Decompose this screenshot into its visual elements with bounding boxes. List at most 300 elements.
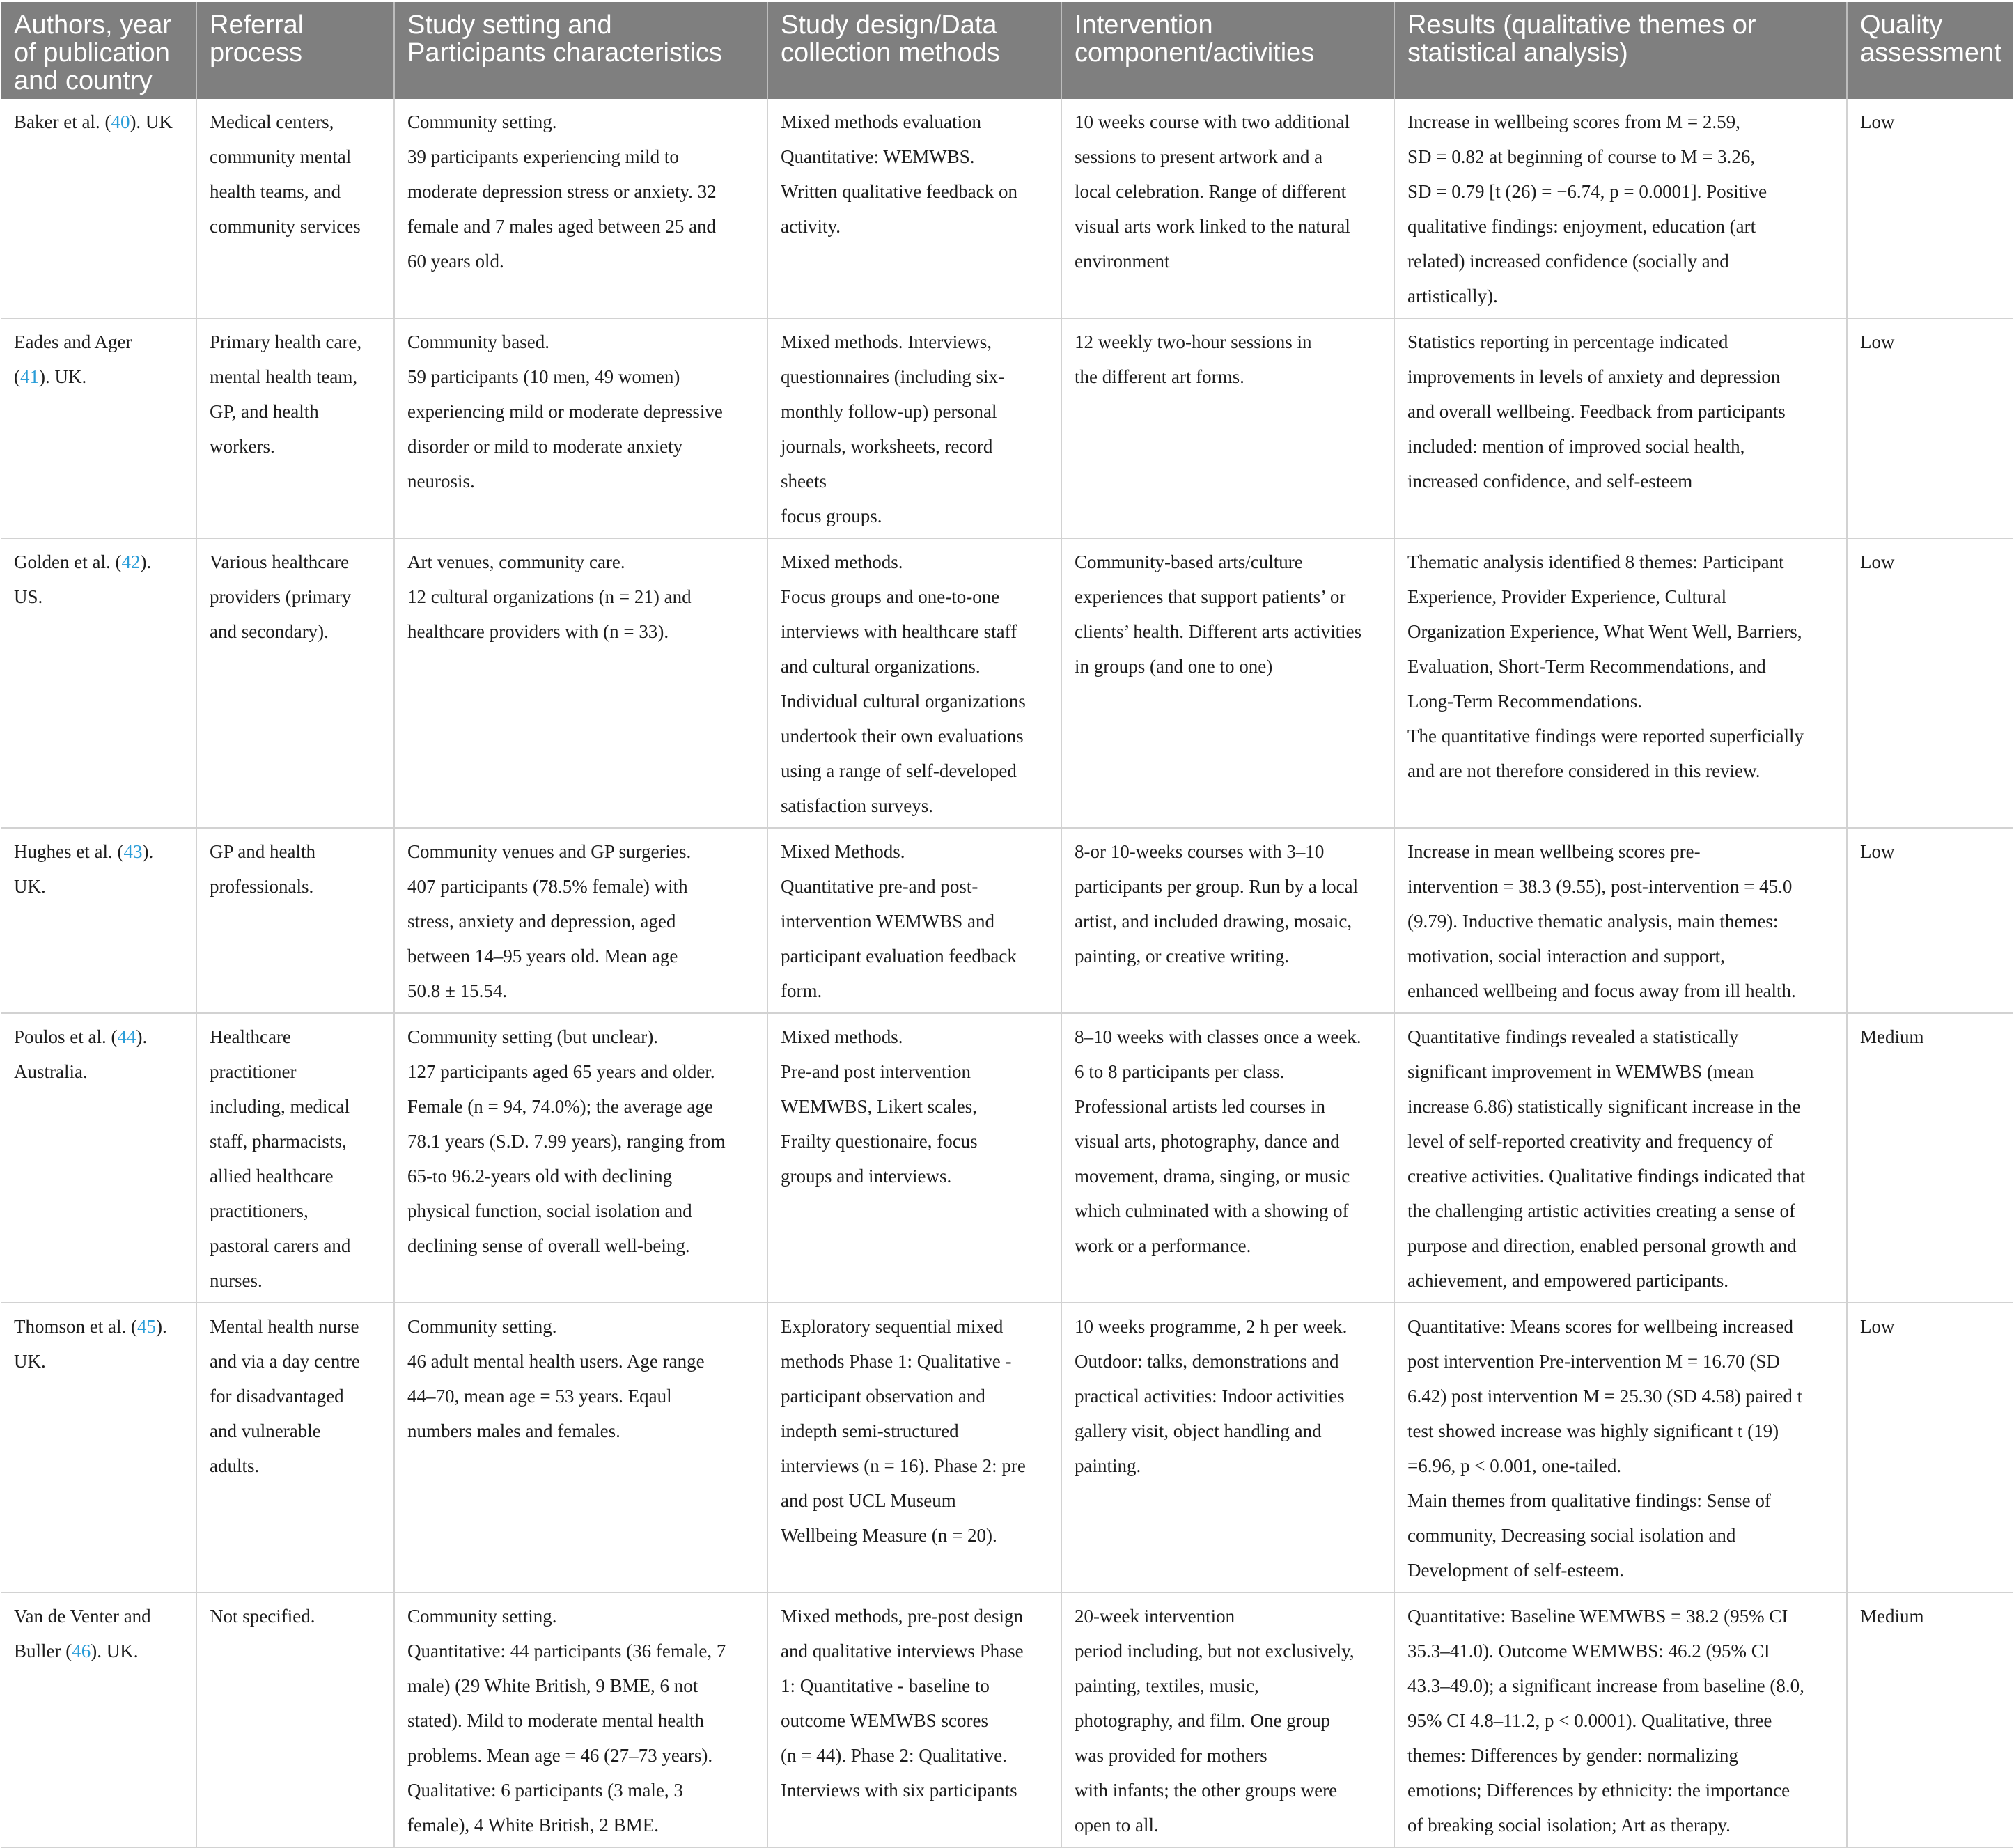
cell-text-line: form. (781, 980, 822, 1001)
author-text: ( (14, 366, 20, 387)
referral-cell (196, 1303, 394, 1592)
cell-text-line: period including, but not exclusively, (1075, 1641, 1355, 1661)
cell-text-line: improvements in levels of anxiety and depression (1407, 366, 1781, 387)
author-cell (1, 99, 196, 318)
cell-text-line: community mental (210, 146, 352, 167)
author-line (14, 1634, 183, 1668)
author-text: Thomson et al. ( (14, 1316, 137, 1337)
referral-cell (196, 1592, 394, 1847)
results-cell (1394, 318, 1847, 538)
reference-link[interactable]: 40 (111, 111, 130, 132)
author-text: UK. (14, 1351, 46, 1372)
cell-text-line: indepth semi-structured (781, 1420, 959, 1441)
cell-text-line: 6 to 8 participants per class. (1075, 1061, 1285, 1082)
cell-text-line: sessions to present artwork and a (1075, 146, 1323, 167)
header-text-line: Intervention (1075, 10, 1213, 40)
cell-text-line: 95% CI 4.8–11.2, p < 0.0001). Qualitative, three (1407, 1710, 1772, 1731)
cell-text-line: Frailty questionaire, focus (781, 1131, 978, 1152)
cell-text-line: Professional artists led courses in (1075, 1096, 1325, 1117)
cell-text-line: Mixed Methods. (781, 841, 905, 862)
cell-text-line: interviews with healthcare staff (781, 621, 1017, 642)
author-text: UK. (14, 876, 46, 897)
cell-text-line: Evaluation, Short-Term Recommendations, and (1407, 656, 1766, 677)
header-row (1, 2, 2013, 99)
design-cell (767, 1013, 1061, 1303)
cell-text-line: Development of self-esteem. (1407, 1560, 1625, 1581)
cell-text-line: disorder or mild to moderate anxiety (407, 436, 683, 457)
cell-text-line: declining sense of overall well-being. (407, 1235, 690, 1256)
header-text-line: and country (14, 66, 153, 95)
cell-text-line: painting, or creative writing. (1075, 946, 1290, 966)
cell-text-line: adults. (210, 1455, 260, 1476)
cell-text-line: Mental health nurse (210, 1316, 359, 1337)
cell-text-line: 6.42) post intervention M = 25.30 (SD 4.58) paired t (1407, 1386, 1803, 1407)
table-header (1, 2, 2013, 99)
author-cell (1, 318, 196, 538)
cell-text-line: Mixed methods. (781, 1026, 903, 1047)
author-text: Golden et al. ( (14, 551, 122, 572)
setting-cell (394, 1013, 767, 1303)
cell-text-line: emotions; Differences by ethnicity: the importance (1407, 1780, 1790, 1801)
author-text: Eades and Ager (14, 331, 132, 352)
intervention-cell (1061, 1303, 1394, 1592)
cell-text-line: methods Phase 1: Qualitative - (781, 1351, 1012, 1372)
cell-text-line: Low (1860, 1316, 1895, 1337)
cell-text-line: Wellbeing Measure (n = 20). (781, 1525, 997, 1546)
design-cell (767, 318, 1061, 538)
header-intervention (1061, 2, 1394, 99)
cell-text-line: which culminated with a showing of (1075, 1200, 1349, 1221)
cell-text-line: 50.8 ± 15.54. (407, 980, 508, 1001)
cell-text-line: Female (n = 94, 74.0%); the average age (407, 1096, 713, 1117)
reference-link[interactable]: 46 (72, 1641, 91, 1661)
cell-text-line: 60 years old. (407, 251, 504, 272)
cell-text-line: physical function, social isolation and (407, 1200, 692, 1221)
cell-text-line: groups and interviews. (781, 1166, 952, 1187)
header-text-line: Results (qualitative themes or (1407, 10, 1756, 40)
quality-cell (1847, 538, 2013, 828)
cell-text-line: movement, drama, singing, or music (1075, 1166, 1350, 1187)
cell-text-line: Quantitative: 44 participants (36 female, 7 (407, 1641, 726, 1661)
table-row (1, 828, 2013, 1013)
author-text: Baker et al. ( (14, 111, 111, 132)
cell-text-line: Written qualitative feedback on (781, 181, 1018, 202)
cell-text-line: The quantitative findings were reported superficially (1407, 726, 1804, 746)
cell-text-line: gallery visit, object handling and (1075, 1420, 1322, 1441)
author-line (14, 1019, 183, 1054)
table-body (1, 99, 2013, 1847)
results-cell (1394, 538, 1847, 828)
cell-text-line: local celebration. Range of different (1075, 181, 1347, 202)
reference-link[interactable]: 42 (121, 551, 141, 572)
setting-cell (394, 99, 767, 318)
cell-text-line: Qualitative: 6 participants (3 male, 3 (407, 1780, 683, 1801)
results-cell (1394, 828, 1847, 1013)
cell-text-line: Community setting (but unclear). (407, 1026, 658, 1047)
cell-text-line: numbers males and females. (407, 1420, 620, 1441)
cell-text-line: experiences that support patients’ or (1075, 586, 1346, 607)
quality-cell (1847, 1013, 2013, 1303)
cell-text-line: experiencing mild or moderate depressive (407, 401, 723, 422)
cell-text-line: Quantitative findings revealed a statistically (1407, 1026, 1739, 1047)
reference-link[interactable]: 43 (123, 841, 143, 862)
cell-text-line: Increase in mean wellbeing scores pre- (1407, 841, 1701, 862)
referral-cell (196, 828, 394, 1013)
cell-text-line: SD = 0.79 [t (26) = −6.74, p = 0.0001]. Positive (1407, 181, 1767, 202)
design-cell (767, 1592, 1061, 1847)
reference-link[interactable]: 41 (20, 366, 39, 387)
author-text: US. (14, 586, 43, 607)
author-text: ). UK. (39, 366, 87, 387)
referral-cell (196, 99, 394, 318)
cell-text-line: (9.79). Inductive thematic analysis, main themes: (1407, 911, 1779, 932)
cell-text-line: increased confidence, and self-esteem (1407, 471, 1693, 492)
cell-text-line: outcome WEMWBS scores (781, 1710, 988, 1731)
cell-text-line: intervention WEMWBS and (781, 911, 994, 932)
cell-text-line: visual arts, photography, dance and (1075, 1131, 1340, 1152)
header-setting (394, 2, 767, 99)
cell-text-line: participant observation and (781, 1386, 985, 1407)
results-cell (1394, 1013, 1847, 1303)
cell-text-line: Low (1860, 331, 1895, 352)
cell-text-line: participants per group. Run by a local (1075, 876, 1359, 897)
cell-text-line: purpose and direction, enabled personal growth and (1407, 1235, 1797, 1256)
cell-text-line: Medical centers, (210, 111, 334, 132)
author-line (14, 324, 183, 359)
cell-text-line: Not specified. (210, 1606, 315, 1627)
cell-text-line: the different art forms. (1075, 366, 1244, 387)
cell-text-line: Long-Term Recommendations. (1407, 691, 1643, 712)
referral-cell (196, 1013, 394, 1303)
author-line (14, 1599, 183, 1634)
cell-text-line: and qualitative interviews Phase (781, 1641, 1024, 1661)
cell-text-line: pastoral carers and (210, 1235, 351, 1256)
header-text-line: statistical analysis) (1407, 38, 1628, 68)
cell-text-line: Experience, Provider Experience, Cultural (1407, 586, 1727, 607)
cell-text-line: intervention = 38.3 (9.55), post-intervention = 45.0 (1407, 876, 1793, 897)
header-results (1394, 2, 1847, 99)
cell-text-line: Low (1860, 551, 1895, 572)
cell-text-line: stress, anxiety and depression, aged (407, 911, 676, 932)
author-text: ). UK (130, 111, 173, 132)
design-cell (767, 1303, 1061, 1592)
cell-text-line: qualitative findings: enjoyment, education (art (1407, 216, 1756, 237)
author-line (14, 579, 183, 614)
author-text: ). (136, 1026, 148, 1047)
cell-text-line: Low (1860, 841, 1895, 862)
cell-text-line: 46 adult mental health users. Age range (407, 1351, 705, 1372)
intervention-cell (1061, 1592, 1394, 1847)
table-row (1, 1303, 2013, 1592)
author-line (14, 1344, 183, 1379)
cell-text-line: Low (1860, 111, 1895, 132)
cell-text-line: 59 participants (10 men, 49 women) (407, 366, 680, 387)
cell-text-line: test showed increase was highly significant t (19) (1407, 1420, 1779, 1441)
header-text-line: process (210, 38, 303, 68)
cell-text-line: female), 4 White British, 2 BME. (407, 1815, 659, 1835)
author-text: Hughes et al. ( (14, 841, 124, 862)
cell-text-line: 12 weekly two-hour sessions in (1075, 331, 1312, 352)
quality-cell (1847, 99, 2013, 318)
cell-text-line: Mixed methods, pre-post design (781, 1606, 1023, 1627)
design-cell (767, 538, 1061, 828)
cell-text-line: professionals. (210, 876, 314, 897)
cell-text-line: clients’ health. Different arts activities (1075, 621, 1362, 642)
cell-text-line: 8-or 10-weeks courses with 3–10 (1075, 841, 1325, 862)
cell-text-line: Thematic analysis identified 8 themes: Participant (1407, 551, 1784, 572)
cell-text-line: environment (1075, 251, 1170, 272)
setting-cell (394, 828, 767, 1013)
author-line (14, 104, 183, 139)
cell-text-line: mental health team, (210, 366, 358, 387)
cell-text-line: of breaking social isolation; Art as therapy. (1407, 1815, 1731, 1835)
header-text-line: Referral (210, 10, 304, 40)
cell-text-line: stated). Mild to moderate mental health (407, 1710, 704, 1731)
design-cell (767, 828, 1061, 1013)
author-line (14, 869, 183, 904)
cell-text-line: sheets (781, 471, 827, 492)
cell-text-line: post intervention Pre-intervention M = 16.70 (SD (1407, 1351, 1780, 1372)
cell-text-line: SD = 0.82 at beginning of course to M = 3.26, (1407, 146, 1756, 167)
cell-text-line: Interviews with six participants (781, 1780, 1017, 1801)
cell-text-line: 39 participants experiencing mild to (407, 146, 679, 167)
cell-text-line: Medium (1860, 1026, 1924, 1047)
cell-text-line: and cultural organizations. (781, 656, 981, 677)
cell-text-line: and via a day centre (210, 1351, 360, 1372)
cell-text-line: related) increased confidence (socially and (1407, 251, 1729, 272)
intervention-cell (1061, 828, 1394, 1013)
results-cell (1394, 1592, 1847, 1847)
cell-text-line: Community venues and GP surgeries. (407, 841, 692, 862)
cell-text-line: Community-based arts/culture (1075, 551, 1303, 572)
cell-text-line: interviews (n = 16). Phase 2: pre (781, 1455, 1026, 1476)
cell-text-line: healthcare providers with (n = 33). (407, 621, 669, 642)
cell-text-line: Focus groups and one-to-one (781, 586, 1000, 607)
results-cell (1394, 1303, 1847, 1592)
reference-link[interactable]: 44 (117, 1026, 136, 1047)
cell-text-line: monthly follow-up) personal (781, 401, 997, 422)
cell-text-line: 44–70, mean age = 53 years. Eqaul (407, 1386, 672, 1407)
cell-text-line: achievement, and empowered participants. (1407, 1270, 1729, 1291)
setting-cell (394, 318, 767, 538)
cell-text-line: painting. (1075, 1455, 1141, 1476)
cell-text-line: practical activities: Indoor activities (1075, 1386, 1345, 1407)
cell-text-line: practitioners, (210, 1200, 309, 1221)
cell-text-line: Various healthcare (210, 551, 350, 572)
header-text-line: Participants characteristics (407, 38, 722, 68)
cell-text-line: female and 7 males aged between 25 and (407, 216, 717, 237)
cell-text-line: for disadvantaged (210, 1386, 344, 1407)
cell-text-line: Increase in wellbeing scores from M = 2.59, (1407, 111, 1740, 132)
cell-text-line: male) (29 White British, 9 BME, 6 not (407, 1675, 698, 1696)
cell-text-line: community services (210, 216, 361, 237)
quality-cell (1847, 318, 2013, 538)
header-text-line: assessment (1860, 38, 2001, 68)
cell-text-line: Mixed methods evaluation (781, 111, 981, 132)
cell-text-line: visual arts work linked to the natural (1075, 216, 1350, 237)
cell-text-line: and secondary). (210, 621, 329, 642)
quality-cell (1847, 1592, 2013, 1847)
cell-text-line: Community setting. (407, 1606, 557, 1627)
cell-text-line: questionnaires (including six- (781, 366, 1004, 387)
cell-text-line: neurosis. (407, 471, 475, 492)
cell-text-line: health teams, and (210, 181, 341, 202)
cell-text-line: activity. (781, 216, 841, 237)
cell-text-line: (n = 44). Phase 2: Qualitative. (781, 1745, 1007, 1766)
cell-text-line: and are not therefore considered in this review. (1407, 760, 1761, 781)
cell-text-line: GP and health (210, 841, 315, 862)
cell-text-line: Art venues, community care. (407, 551, 625, 572)
author-text: Poulos et al. ( (14, 1026, 118, 1047)
cell-text-line: Quantitative pre-and post- (781, 876, 978, 897)
table-row (1, 1013, 2013, 1303)
author-text: ). UK. (91, 1641, 139, 1661)
author-line (14, 1054, 183, 1089)
header-text-line: Quality (1860, 10, 1943, 40)
cell-text-line: Healthcare (210, 1026, 291, 1047)
cell-text-line: Quantitative: Baseline WEMWBS = 38.2 (95% CI (1407, 1606, 1788, 1627)
cell-text-line: 78.1 years (S.D. 7.99 years), ranging from (407, 1131, 726, 1152)
cell-text-line: Medium (1860, 1606, 1924, 1627)
cell-text-line: artistically). (1407, 285, 1498, 306)
table-row (1, 538, 2013, 828)
cell-text-line: Quantitative: Means scores for wellbeing increased (1407, 1316, 1794, 1337)
setting-cell (394, 1303, 767, 1592)
cell-text-line: increase 6.86) statistically significant increase in the (1407, 1096, 1801, 1117)
cell-text-line: 1: Quantitative - baseline to (781, 1675, 990, 1696)
author-cell (1, 1303, 196, 1592)
cell-text-line: 12 cultural organizations (n = 21) and (407, 586, 692, 607)
table-row (1, 1592, 2013, 1847)
setting-cell (394, 538, 767, 828)
author-cell (1, 1592, 196, 1847)
cell-text-line: GP, and health (210, 401, 319, 422)
cell-text-line: artist, and included drawing, mosaic, (1075, 911, 1352, 932)
author-text: Australia. (14, 1061, 88, 1082)
author-text: Van de Venter and (14, 1606, 151, 1627)
cell-text-line: 35.3–41.0). Outcome WEMWBS: 46.2 (95% CI (1407, 1641, 1770, 1661)
cell-text-line: moderate depression stress or anxiety. 32 (407, 181, 717, 202)
header-quality (1847, 2, 2013, 99)
intervention-cell (1061, 538, 1394, 828)
header-design (767, 2, 1061, 99)
cell-text-line: Community based. (407, 331, 549, 352)
cell-text-line: WEMWBS, Likert scales, (781, 1096, 977, 1117)
cell-text-line: the challenging artistic activities creating a sense of (1407, 1200, 1796, 1221)
results-cell (1394, 99, 1847, 318)
cell-text-line: including, medical (210, 1096, 350, 1117)
cell-text-line: participant evaluation feedback (781, 946, 1017, 966)
header-text-line: Study setting and (407, 10, 612, 40)
cell-text-line: open to all. (1075, 1815, 1159, 1835)
cell-text-line: Community setting. (407, 111, 557, 132)
cell-text-line: practitioner (210, 1061, 297, 1082)
cell-text-line: =6.96, p < 0.001, one-tailed. (1407, 1455, 1622, 1476)
cell-text-line: focus groups. (781, 506, 882, 526)
setting-cell (394, 1592, 767, 1847)
cell-text-line: 8–10 weeks with classes once a week. (1075, 1026, 1361, 1047)
cell-text-line: photography, and film. One group (1075, 1710, 1331, 1731)
cell-text-line: Statistics reporting in percentage indicated (1407, 331, 1728, 352)
cell-text-line: between 14–95 years old. Mean age (407, 946, 678, 966)
cell-text-line: 43.3–49.0); a significant increase from baseline (8.0, (1407, 1675, 1804, 1696)
cell-text-line: Mixed methods. Interviews, (781, 331, 992, 352)
cell-text-line: significant improvement in WEMWBS (mean (1407, 1061, 1754, 1082)
cell-text-line: journals, worksheets, record (781, 436, 993, 457)
cell-text-line: 65-to 96.2-years old with declining (407, 1166, 673, 1187)
cell-text-line: enhanced wellbeing and focus away from ill health. (1407, 980, 1796, 1001)
cell-text-line: and post UCL Museum (781, 1490, 956, 1511)
cell-text-line: allied healthcare (210, 1166, 334, 1187)
studies-table (1, 2, 2013, 1848)
author-cell (1, 1013, 196, 1303)
cell-text-line: and vulnerable (210, 1420, 321, 1441)
cell-text-line: workers. (210, 436, 275, 457)
author-line (14, 545, 183, 579)
intervention-cell (1061, 318, 1394, 538)
intervention-cell (1061, 1013, 1394, 1303)
cell-text-line: 407 participants (78.5% female) with (407, 876, 688, 897)
cell-text-line: 127 participants aged 65 years and older. (407, 1061, 715, 1082)
header-text-line: collection methods (781, 38, 1000, 68)
quality-cell (1847, 828, 2013, 1013)
cell-text-line: creative activities. Qualitative findings indicated that (1407, 1166, 1806, 1187)
cell-text-line: community, Decreasing social isolation and (1407, 1525, 1736, 1546)
cell-text-line: Primary health care, (210, 331, 362, 352)
cell-text-line: using a range of self-developed (781, 760, 1017, 781)
reference-link[interactable]: 45 (136, 1316, 156, 1337)
cell-text-line: in groups (and one to one) (1075, 656, 1273, 677)
cell-text-line: work or a performance. (1075, 1235, 1251, 1256)
table-row (1, 99, 2013, 318)
cell-text-line: 20-week intervention (1075, 1606, 1235, 1627)
header-text-line: Authors, year (14, 10, 171, 40)
header-authors (1, 2, 196, 99)
author-cell (1, 538, 196, 828)
cell-text-line: undertook their own evaluations (781, 726, 1024, 746)
cell-text-line: Individual cultural organizations (781, 691, 1026, 712)
author-text: ). (155, 1316, 167, 1337)
header-text-line: component/activities (1075, 38, 1315, 68)
intervention-cell (1061, 99, 1394, 318)
cell-text-line: painting, textiles, music, (1075, 1675, 1259, 1696)
author-text: ). (140, 551, 152, 572)
author-cell (1, 828, 196, 1013)
cell-text-line: Community setting. (407, 1316, 557, 1337)
cell-text-line: problems. Mean age = 46 (27–73 years). (407, 1745, 713, 1766)
cell-text-line: satisfaction surveys. (781, 795, 933, 816)
cell-text-line: included: mention of improved social health, (1407, 436, 1745, 457)
cell-text-line: Main themes from qualitative findings: Sense of (1407, 1490, 1771, 1511)
header-text-line: Study design/Data (781, 10, 997, 40)
cell-text-line: Outdoor: talks, demonstrations and (1075, 1351, 1339, 1372)
author-line (14, 834, 183, 869)
author-line (14, 1309, 183, 1344)
cell-text-line: Mixed methods. (781, 551, 903, 572)
cell-text-line: Organization Experience, What Went Well, Barriers, (1407, 621, 1802, 642)
cell-text-line: nurses. (210, 1270, 263, 1291)
quality-cell (1847, 1303, 2013, 1592)
referral-cell (196, 318, 394, 538)
design-cell (767, 99, 1061, 318)
cell-text-line: level of self-reported creativity and frequency of (1407, 1131, 1773, 1152)
cell-text-line: staff, pharmacists, (210, 1131, 347, 1152)
cell-text-line: 10 weeks programme, 2 h per week. (1075, 1316, 1348, 1337)
cell-text-line: motivation, social interaction and support, (1407, 946, 1725, 966)
cell-text-line: was provided for mothers (1075, 1745, 1267, 1766)
header-referral (196, 2, 394, 99)
cell-text-line: with infants; the other groups were (1075, 1780, 1338, 1801)
